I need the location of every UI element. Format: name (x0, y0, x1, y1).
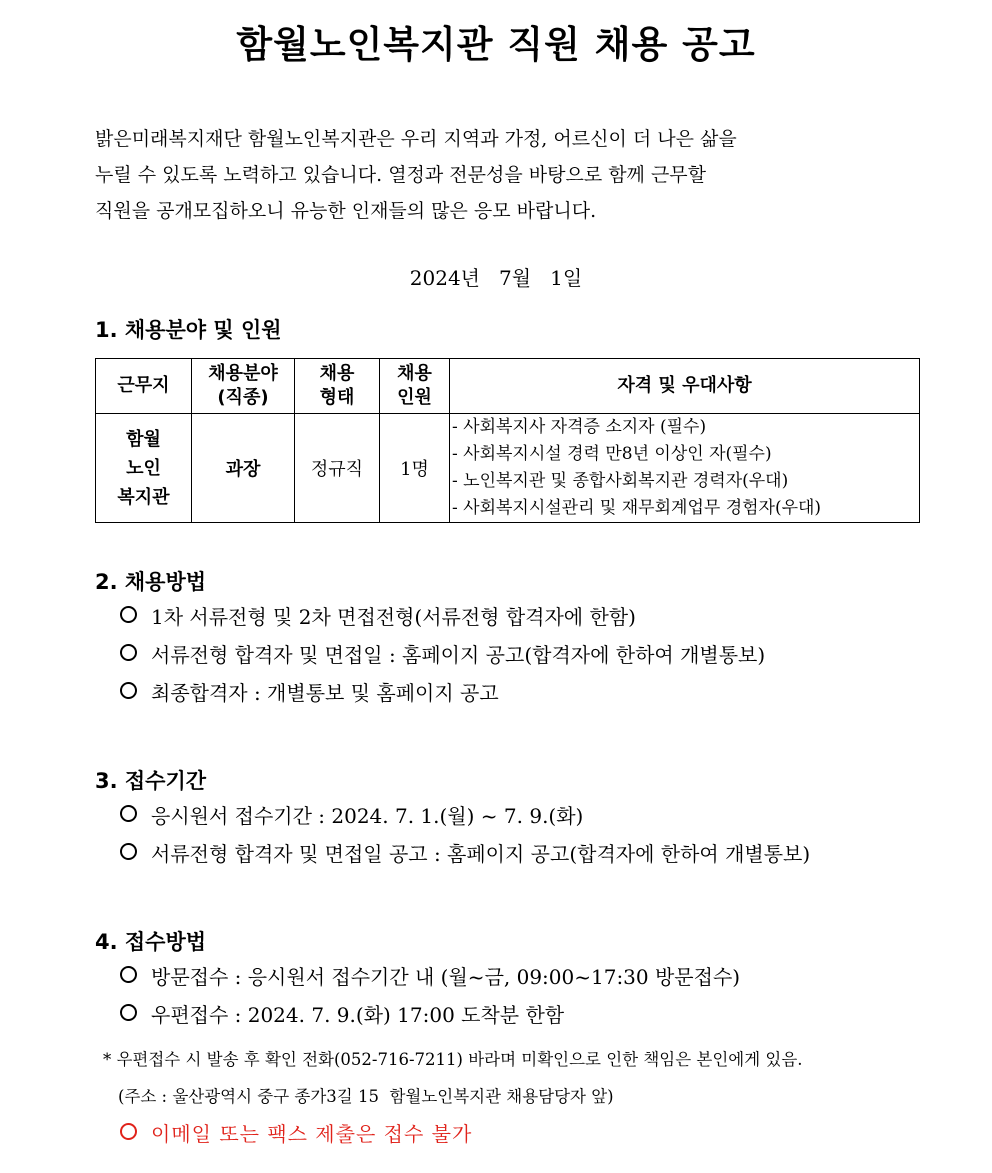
table-row (96, 414, 920, 523)
cell-workplace-line: 복지관 (117, 486, 170, 508)
circle-bullet-icon (120, 1004, 137, 1021)
intro-line: 직원을 공개모집하오니 유능한 인재들의 많은 응모 바랍니다. (95, 200, 597, 222)
header-field (192, 359, 295, 414)
qualification-item: - 노인복지관 및 종합사회복지관 경력자(우대) (452, 471, 789, 491)
list-item-text: 응시원서 접수기간 : 2024. 7. 1.(월) ~ 7. 9.(화) (151, 804, 584, 828)
page-title: 함월노인복지관 직원 채용 공고 (236, 23, 756, 66)
cell-workplace-line: 노인 (126, 457, 161, 479)
header-count-line: 인원 (397, 387, 432, 408)
intro-paragraph (95, 121, 907, 229)
circle-bullet-icon (120, 644, 137, 661)
table-header-row (96, 359, 920, 414)
intro-line: 밝은미래복지재단 함월노인복지관은 우리 지역과 가정, 어르신이 더 나은 삶을 (95, 128, 737, 150)
list-item-text: 방문접수 : 응시원서 접수기간 내 (월~금, 09:00~17:30 방문접수) (151, 965, 741, 989)
header-workplace: 근무지 (96, 359, 192, 414)
circle-bullet-icon (120, 682, 137, 699)
list-item-text: 서류전형 합격자 및 면접일 공고 : 홈페이지 공고(합격자에 한하여 개별통보) (151, 842, 811, 866)
circle-bullet-icon (120, 606, 137, 623)
section-heading-application-method: 4. 접수방법 (95, 930, 207, 954)
header-field-line: (직종) (217, 387, 269, 408)
postal-address: (주소 : 울산광역시 중구 종가3길 15 함월노인복지관 채용담당자 앞) (118, 1087, 614, 1106)
submission-warning-text: 이메일 또는 팩스 제출은 접수 불가 (151, 1122, 473, 1146)
list-item (120, 636, 765, 674)
header-headcount (380, 359, 450, 414)
header-type-line: 형태 (319, 387, 355, 408)
cell-headcount: 1명 (380, 414, 450, 523)
cell-employment-type: 정규직 (295, 414, 380, 523)
header-count-line: 채용 (397, 363, 432, 384)
list-item-text: 서류전형 합격자 및 면접일 : 홈페이지 공고(합격자에 한하여 개별통보) (151, 643, 766, 667)
application-method-list (120, 958, 740, 1034)
list-item (120, 996, 740, 1034)
section-heading-recruitment-method: 2. 채용방법 (95, 570, 207, 594)
list-item-text: 1차 서류전형 및 2차 면접전형(서류전형 합격자에 한함) (151, 605, 636, 629)
announcement-date: 2024년 7월 1일 (409, 266, 583, 290)
list-item (120, 835, 810, 873)
circle-bullet-icon (120, 966, 137, 983)
header-employment-type (295, 359, 380, 414)
list-item (120, 674, 765, 712)
cell-field: 과장 (192, 414, 295, 523)
header-qualifications: 자격 및 우대사항 (450, 359, 920, 414)
header-field-line: 채용분야 (208, 363, 278, 384)
circle-bullet-icon (120, 805, 137, 822)
submission-warning (120, 1118, 472, 1147)
list-item-text: 우편접수 : 2024. 7. 9.(화) 17:00 도착분 한함 (151, 1003, 565, 1027)
list-item (120, 797, 810, 835)
circle-bullet-icon (120, 1123, 137, 1140)
header-type-line: 채용 (319, 363, 355, 384)
recruitment-method-list (120, 598, 765, 712)
qualification-item: - 사회복지시설 경력 만8년 이상인 자(필수) (452, 444, 772, 464)
application-period-list (120, 797, 810, 873)
cell-workplace-line: 함월 (126, 428, 161, 450)
cell-qualifications (450, 414, 920, 523)
cell-workplace (96, 414, 192, 523)
postal-note: * 우편접수 시 발송 후 확인 전화(052-716-7211) 바라며 미확인으로 인한 책임은 본인에게 있음. (103, 1050, 803, 1069)
qualification-item: - 사회복지사 자격증 소지자 (필수) (452, 417, 707, 437)
list-item-text: 최종합격자 : 개별통보 및 홈페이지 공고 (151, 681, 499, 705)
recruitment-table (95, 358, 920, 523)
section-heading-recruitment-field: 1. 채용분야 및 인원 (95, 318, 282, 342)
list-item (120, 598, 765, 636)
list-item (120, 958, 740, 996)
section-heading-application-period: 3. 접수기간 (95, 769, 207, 793)
intro-line: 누릴 수 있도록 노력하고 있습니다. 열정과 전문성을 바탕으로 함께 근무할 (95, 164, 707, 186)
qualification-item: - 사회복지시설관리 및 재무회계업무 경험자(우대) (452, 498, 822, 518)
circle-bullet-icon (120, 843, 137, 860)
